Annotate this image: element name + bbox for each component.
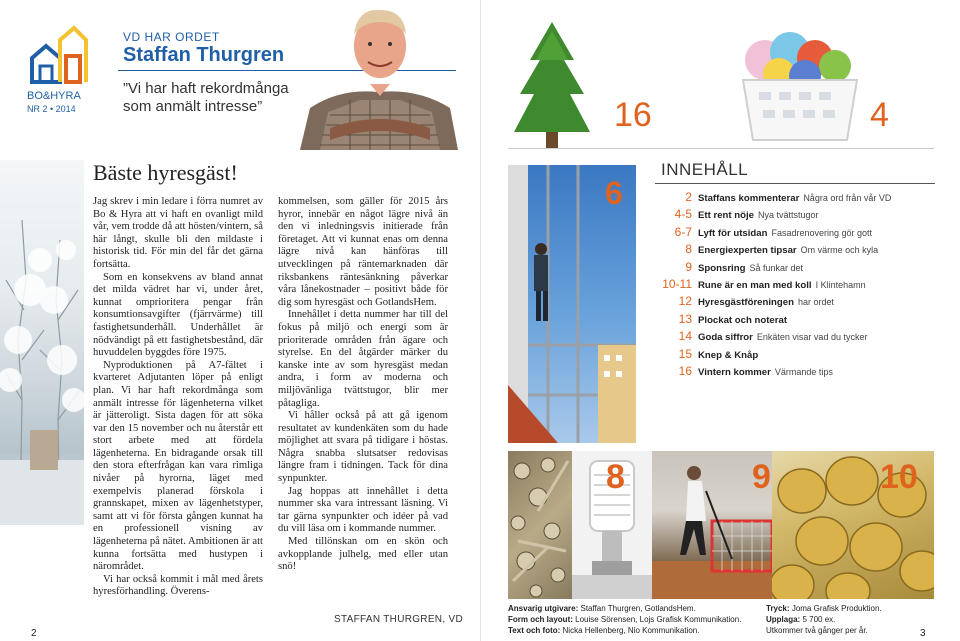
article-column-1 xyxy=(93,196,263,599)
toc-item[interactable] xyxy=(655,329,935,346)
imprint-value: Joma Grafisk Produktion. xyxy=(791,604,882,613)
signature: STAFFAN THURGREN, VD xyxy=(334,614,463,625)
page-number-right: 3 xyxy=(920,628,926,639)
article-column-2 xyxy=(278,196,448,574)
toc-heading: Goda siffror xyxy=(698,332,753,344)
editor-label: VD HAR ORDET xyxy=(123,30,220,44)
toc-item[interactable] xyxy=(655,294,935,311)
teaser-number-9: 9 xyxy=(752,458,771,496)
teaser-number-6: 6 xyxy=(605,175,623,211)
toc-page: 6-7 xyxy=(674,224,692,239)
paragraph: Jag skrev i min ledare i förra numret av Bo & Hyra att vi haft en ovanligt mild vår, vem trodde då att hösten/vintern, så här långt, skulle bli den mildaste i historisk tid. För min del får det gärna fortsätta. xyxy=(93,196,263,270)
toc-heading: Energiexperten tipsar xyxy=(698,245,797,257)
toc-subtitle: Om värme och kyla xyxy=(800,245,879,256)
toc-subtitle: Värmande tips xyxy=(774,366,833,377)
imprint-value: Staffan Thurgren, GotlandsHem. xyxy=(580,604,696,613)
editor-name: Staffan Thurgren xyxy=(123,44,285,66)
christmas-tree-image xyxy=(512,20,592,150)
toc-heading: Hyresgästföreningen xyxy=(698,297,794,309)
imprint-production xyxy=(766,603,936,636)
toc-page: 13 xyxy=(678,311,692,326)
teaser-number-4: 4 xyxy=(870,96,889,134)
article-title: Bäste hyresgäst! xyxy=(93,160,238,185)
paragraph: Innehållet i detta nummer har till del fokus på miljö och energi som är prioriterade områden från ägare och styrelse. En del åtgärder märker du kanske inte av som hyresgäst medan andra, i form av moderna och miljövänliga tvättstugor, blir mer påtagliga. xyxy=(278,309,448,409)
toc-page: 10-11 xyxy=(662,276,692,291)
imprint-line xyxy=(766,614,936,625)
toc-page: 2 xyxy=(685,190,692,204)
paragraph: Som en konsekvens av bland annat det milda vädret har vi, under året, kunnat omprioritera pengar från konsumtionsavgifter (fjärrvärme) till fastighetsunderhåll. Underhållet är nödvändigt på ett fastighetsbestånd, där huvuddelen byggdes före 1975. xyxy=(93,271,263,359)
toc-subtitle: I Klintehamn xyxy=(815,279,866,290)
toc-page: 14 xyxy=(678,329,692,344)
imprint-value: Nicka Hellenberg, Nio Kommunikation. xyxy=(562,626,700,635)
toc-subtitle: Nya tvättstugor xyxy=(757,210,819,221)
bo-hyra-logo xyxy=(28,22,88,92)
teaser-number-10: 10 xyxy=(880,458,918,496)
toc-page: 12 xyxy=(678,294,692,309)
toc-item[interactable] xyxy=(655,260,935,277)
toc-page: 16 xyxy=(678,363,692,378)
paragraph: kommelsen, som gäller för 2015 års hyror, innebär en något lägre nivå än den vi inledningsvis initierade från företaget. Att vi kunnat enas om denna lägre nivå kan hänföras till utvecklingen på räntemarknaden där riksbankens räntesänkning påverkar våra lånekostnader – positivt både för dig som hyresgäst och GotlandsHem. xyxy=(278,196,448,308)
imprint-value: 5 700 ex. xyxy=(802,615,836,624)
toc-heading: Plockat och noterat xyxy=(698,314,788,326)
teaser-number-16: 16 xyxy=(614,96,652,134)
toc-item[interactable] xyxy=(655,347,935,364)
imprint-label: Tryck: xyxy=(766,604,790,613)
toc-heading: Staffans kommenterar xyxy=(698,193,800,204)
toc-item[interactable] xyxy=(655,312,935,329)
imprint-value: Louise Sörensen, Lojs Grafisk Kommunikation. xyxy=(575,615,742,624)
imprint-label: Ansvarig utgivare: xyxy=(508,604,579,613)
toc-title: INNEHÅLL xyxy=(661,160,749,179)
toc-item[interactable] xyxy=(655,207,935,224)
frosted-trees-photo xyxy=(0,160,84,525)
toc-page: 9 xyxy=(685,259,692,274)
toc-divider xyxy=(655,183,935,184)
toc-subtitle: Några ord från vår VD xyxy=(803,193,892,203)
toc-item[interactable] xyxy=(655,242,935,259)
tagline-quote: ”Vi har haft rekordmånga som anmält intresse” xyxy=(123,80,289,115)
toc-page: 8 xyxy=(685,242,692,257)
imprint-line xyxy=(508,614,758,625)
toc-subtitle: Enkäten visar vad du tycker xyxy=(756,332,868,343)
toc-heading: Knep & Knåp xyxy=(698,349,759,361)
imprint-line xyxy=(508,625,758,636)
brand-block xyxy=(27,90,81,116)
toc-subtitle: Så funkar det xyxy=(749,262,803,273)
paragraph: Vi har också kommit i mål med årets hyresförhandling. Överens- xyxy=(93,573,263,598)
imprint-label: Upplaga: xyxy=(766,615,801,624)
toc-heading: Lyft för utsidan xyxy=(698,227,768,239)
toc-item[interactable] xyxy=(655,225,935,242)
toc-heading: Rune är en man med koll xyxy=(698,279,812,291)
toc-item[interactable] xyxy=(655,190,935,207)
toc-heading: Vintern kommer xyxy=(698,366,771,378)
toc-heading: Ett rent nöje xyxy=(698,210,754,222)
paragraph: Jag hoppas att innehållet i detta nummer ska vara intressant läsning. Vi tar gärna synpunkter och idéer på vad du vill läsa om i kommande nummer. xyxy=(278,485,448,535)
imprint-line: Utkommer två gånger per år. xyxy=(766,626,868,635)
page-number-left: 2 xyxy=(31,628,37,639)
laundry-basket-image xyxy=(735,30,865,145)
editor-portrait-image xyxy=(300,0,458,150)
imprint-credits xyxy=(508,603,758,636)
toc-subtitle: Fasadrenovering gör gott xyxy=(771,227,873,238)
imprint-line xyxy=(766,603,936,614)
issue-number: NR 2 • 2014 xyxy=(27,104,76,114)
imprint-label: Form och layout: xyxy=(508,615,573,624)
toc-page: 15 xyxy=(678,346,692,361)
section-divider xyxy=(508,148,934,149)
toc-item[interactable] xyxy=(655,277,935,294)
paragraph: Vi håller också på att gå igenom resultatet av kundenkäten som du hade möjlighet att svara på tidigare i höstas. Några snabba slutsatser redovisas längre fram i tidningen. Tack för dina synpunkter. xyxy=(278,410,448,485)
toc-subtitle: har ordet xyxy=(797,297,834,308)
brand-name: BO&HYRA xyxy=(27,90,81,102)
toc-heading: Sponsring xyxy=(698,262,746,274)
table-of-contents xyxy=(655,190,935,381)
teaser-number-8: 8 xyxy=(606,458,625,496)
toc-item[interactable] xyxy=(655,364,935,381)
paragraph: Nyproduktionen på A7-fältet i kvarteret Adjutanten löper på enligt plan. Vi har haft rekordmånga som anmält intresse för lägenheterna vilket är jätteroligt. Sista dagen för att söka var den 15 november och nu återstår ett stort arbete med att fördela lägenheterna. En bidragande orsak till den stora efterfrågan kan vara rimliga nivåer på hyrorna, läget med exempelvis planerad förskola i grannskapet, mixen av lägenhetstyper, samt att vi för första gången kunnat ha en professionell visning av lägenheterna på nätet. Ambitionen är att kunna fortsätta med hustypen i närområdet. xyxy=(93,359,263,573)
paragraph: Med tillönskan om en skön och avkopplande julhelg, med eller utan snö! xyxy=(278,536,448,573)
imprint-label: Text och foto: xyxy=(508,626,561,635)
imprint-line xyxy=(508,603,758,614)
toc-page: 4-5 xyxy=(674,207,692,222)
